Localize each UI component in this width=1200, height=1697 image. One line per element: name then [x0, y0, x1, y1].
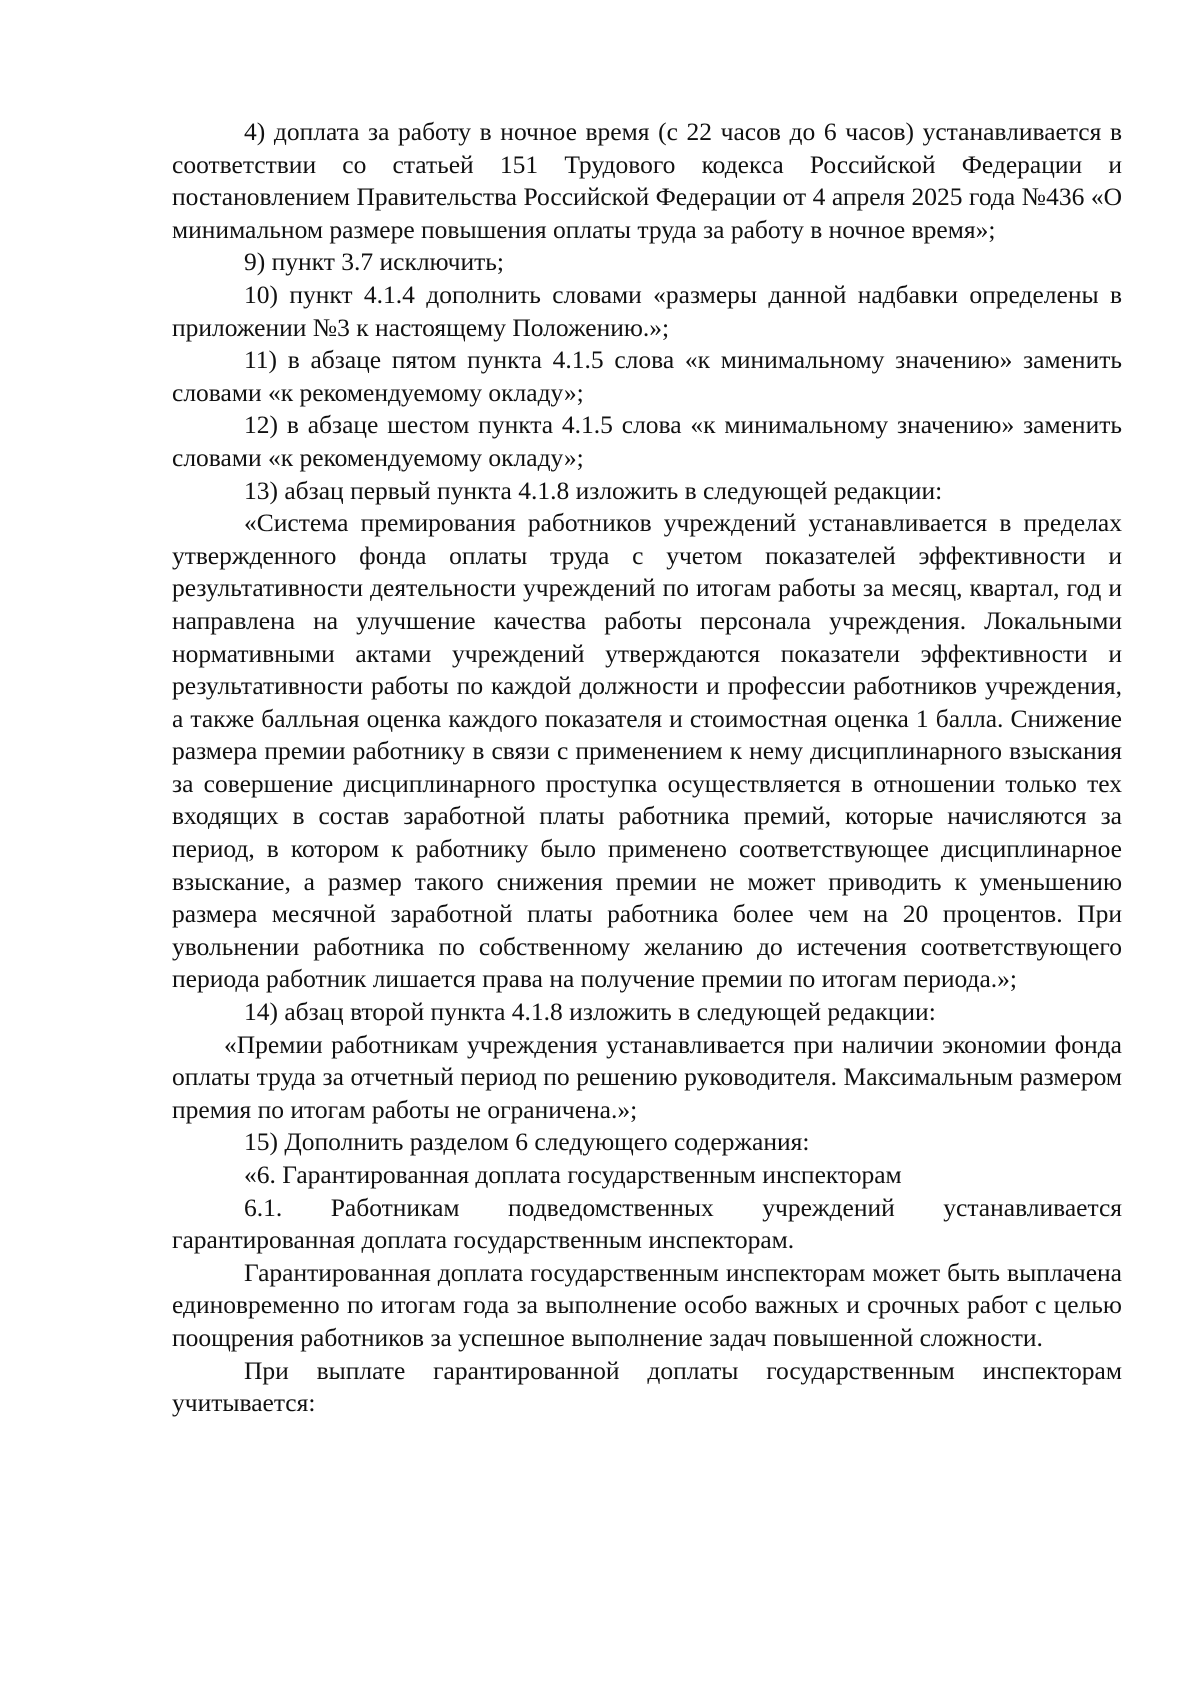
- paragraph-item-12: 12) в абзаце шестом пункта 4.1.5 слова «к минимальному значению» заменить словами «к рекомендуемому окладу»;: [172, 410, 1122, 472]
- paragraph-item-15: 15) Дополнить разделом 6 следующего содержания:: [244, 1127, 810, 1157]
- paragraph-item-11: 11) в абзаце пятом пункта 4.1.5 слова «к минимальному значению» заменить словами «к рекомендуемому окладу»;: [172, 345, 1122, 407]
- paragraph-item-14: 14) абзац второй пункта 4.1.8 изложить в следующей редакции:: [244, 997, 936, 1027]
- paragraph-bonus-system: «Система премирования работников учреждений устанавливается в пределах утвержденного фонда оплаты труда с учетом показателей эффективности и результативности деятельности учреждений по итогам работы за месяц, квартал, год и направлена на улучшение качества работы персонала учреждения. Локальными нормативными актами учреждений утверждаются показатели эффективности и результативности работы по каждой должности и профессии работников учреждения, а также балльная оценка каждого показателя и стоимостная оценка 1 балла. Снижение размера премии работнику в связи с применением к нему дисциплинарного взыскания за совершение дисциплинарного проступка осуществляется в отношении только тех входящих в состав заработной платы работника премий, которые начисляются за период, в котором к работнику было применено соответствующее дисциплинарное взыскание, а размер такого снижения премии не может приводить к уменьшению размера месячной заработной платы работника более чем на 20 процентов. При увольнении работника по собственному желанию до истечения соответствующего периода работник лишается права на получение премии по итогам периода.»;: [172, 508, 1122, 994]
- paragraph-6-1: 6.1. Работникам подведомственных учреждений устанавливается гарантированная доплата государственным инспекторам.: [172, 1192, 1122, 1255]
- paragraph-item-9: 9) пункт 3.7 исключить;: [244, 247, 504, 277]
- paragraph-item-10: 10) пункт 4.1.4 дополнить словами «размеры данной надбавки определены в приложении №3 к настоящему Положению.»;: [172, 279, 1122, 342]
- section-6-heading: «6. Гарантированная доплата государственным инспекторам: [244, 1160, 902, 1189]
- paragraph-item-13: 13) абзац первый пункта 4.1.8 изложить в следующей редакции:: [244, 475, 943, 505]
- paragraph-guaranteed-payment: Гарантированная доплата государственным инспекторам может быть выплачена единовременно по итогам года за выполнение особо важных и срочных работ с целью поощрения работников за успешное выполнение задач повышенной сложности.: [172, 1257, 1122, 1352]
- paragraph-night-work-pay: 4) доплата за работу в ночное время (с 22 часов до 6 часов) устанавливается в соответствии со статьей 151 Трудового кодекса Российской Федерации и постановлением Правительства Российской Федерации от 4 апреля 2025 года №436 «О минимальном размере повышения оплаты труда за работу в ночное время»;: [172, 117, 1122, 244]
- paragraph-payment-considers: При выплате гарантированной доплаты государственным инспекторам учитывается:: [172, 1355, 1122, 1418]
- paragraph-bonus-economy: «Премии работникам учреждения устанавливается при наличии экономии фонда оплаты труда за отчетный период по решению руководителя. Максимальным размером премия по итогам работы не ограничена.»;: [172, 1029, 1122, 1124]
- document-page: [172, 116, 1122, 1420]
